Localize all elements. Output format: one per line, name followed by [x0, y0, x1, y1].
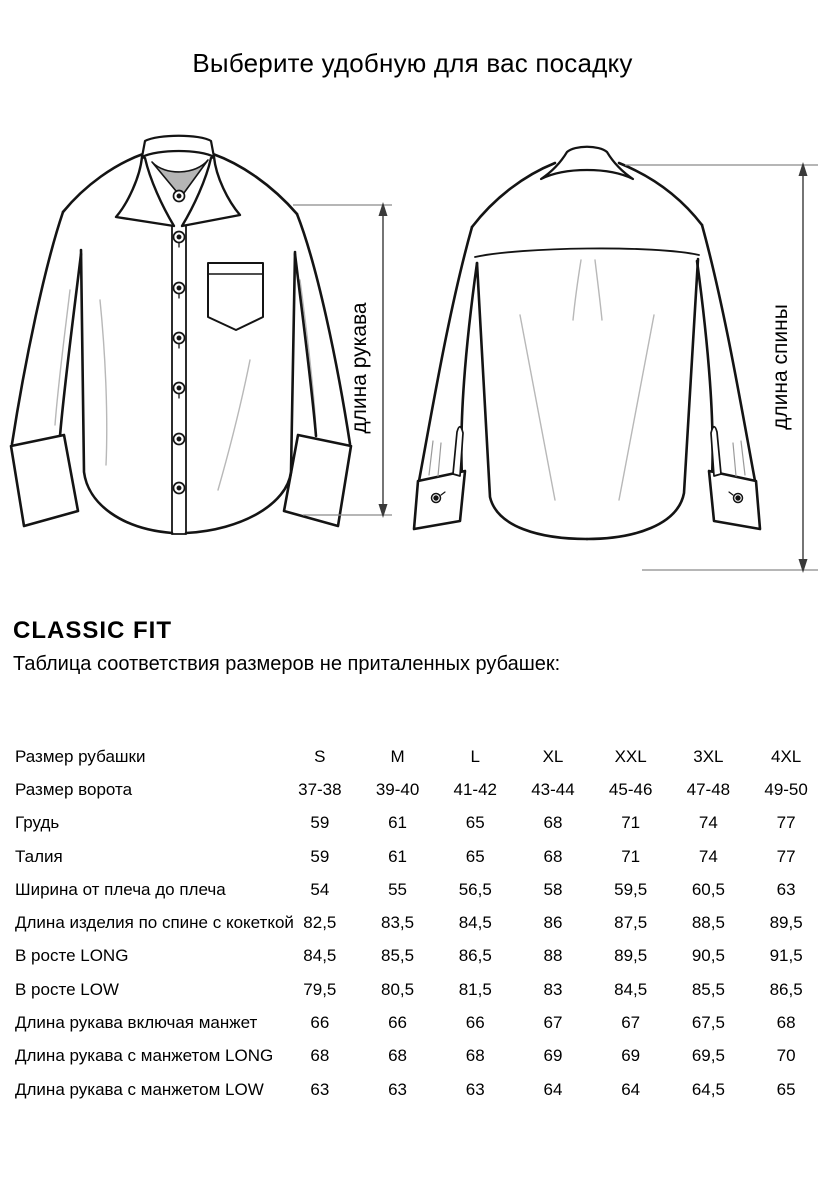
cell-value: 84,5	[458, 913, 492, 933]
fit-subtitle: Таблица соответствия размеров не приталенных рубашек:	[13, 653, 561, 675]
cell-value: 56,5	[458, 879, 492, 899]
cell-value: 71	[621, 846, 641, 866]
cell-value: 68	[543, 813, 563, 833]
cell-value: 84,5	[614, 979, 648, 999]
front-collar	[116, 136, 240, 226]
row-label: Длина рукава с манжетом LOW	[15, 1079, 264, 1099]
cell-value: 65	[465, 846, 485, 866]
cell-value: 59	[310, 813, 330, 833]
cell-value: 63	[776, 879, 796, 899]
cell-value: 68	[388, 1046, 408, 1066]
row-label: Размер ворота	[15, 779, 133, 799]
cell-value: S	[314, 746, 326, 766]
size-table-body	[15, 740, 825, 1106]
table-row	[15, 1040, 825, 1073]
cell-value: 88,5	[691, 913, 725, 933]
table-row	[15, 740, 825, 773]
table-row	[15, 1006, 825, 1039]
cell-value: 87,5	[614, 913, 648, 933]
cell-value: 4XL	[770, 746, 802, 766]
front-pocket	[208, 263, 263, 330]
cell-value: 66	[388, 1013, 408, 1033]
table-row	[15, 1073, 825, 1106]
front-buttons	[174, 191, 185, 494]
fit-heading: CLASSIC FIT	[13, 617, 172, 644]
shirt-back-drawing	[405, 135, 825, 585]
cell-value: 86	[543, 913, 563, 933]
cell-value: 85,5	[691, 979, 725, 999]
row-label: Ширина от плеча до плеча	[15, 879, 226, 899]
size-table	[15, 740, 825, 1106]
cell-value: 74	[698, 813, 718, 833]
cell-value: 85,5	[381, 946, 415, 966]
cell-value: 88	[543, 946, 563, 966]
cell-value: 83	[543, 979, 563, 999]
cell-value: 67	[621, 1013, 641, 1033]
cell-value: 69	[621, 1046, 641, 1066]
back-crease-lines	[520, 260, 654, 500]
cell-value: 65	[465, 813, 485, 833]
cell-value: 47-48	[686, 779, 731, 799]
table-row	[15, 906, 825, 939]
table-row	[15, 973, 825, 1006]
row-label: Размер рубашки	[15, 746, 146, 766]
cell-value: 66	[310, 1013, 330, 1033]
row-label: Длина рукава с манжетом LONG	[15, 1046, 274, 1066]
cell-value: 39-40	[375, 779, 420, 799]
cell-value: 67	[543, 1013, 563, 1033]
cell-value: 59,5	[614, 879, 648, 899]
cell-value: 68	[310, 1046, 330, 1066]
cell-value: 82,5	[303, 913, 337, 933]
cell-value: 58	[543, 879, 563, 899]
row-label: В росте LOW	[15, 979, 119, 999]
sleeve-length-label: длина рукава	[348, 302, 371, 434]
cell-value: 64,5	[691, 1079, 725, 1099]
cell-value: 61	[388, 813, 408, 833]
cell-value: XL	[542, 746, 564, 766]
cell-value: 77	[776, 813, 796, 833]
cell-value: 64	[621, 1079, 641, 1099]
table-row	[15, 773, 825, 806]
cell-value: 89,5	[769, 913, 803, 933]
cell-value: 54	[310, 879, 330, 899]
cell-value: 86,5	[458, 946, 492, 966]
shirt-front-drawing	[0, 130, 405, 562]
back-yoke-seam	[475, 248, 699, 257]
cell-value: L	[470, 746, 480, 766]
row-label: Длина рукава включая манжет	[15, 1013, 258, 1033]
cell-value: 83,5	[381, 913, 415, 933]
cell-value: 90,5	[691, 946, 725, 966]
cell-value: 77	[776, 846, 796, 866]
row-label: Длина изделия по спине с кокеткой	[15, 913, 294, 933]
cell-value: 63	[465, 1079, 485, 1099]
cell-value: 41-42	[453, 779, 497, 799]
table-row	[15, 873, 825, 906]
cell-value: 68	[543, 846, 563, 866]
cell-value: 63	[388, 1079, 408, 1099]
cell-value: 49-50	[764, 779, 808, 799]
cell-value: 68	[465, 1046, 485, 1066]
cell-value: 80,5	[381, 979, 415, 999]
cell-value: 70	[776, 1046, 796, 1066]
cell-value: XXL	[614, 746, 647, 766]
front-left-sleeve	[11, 212, 81, 526]
cell-value: 63	[310, 1079, 330, 1099]
back-left-shoulder	[472, 163, 555, 227]
back-body	[477, 259, 698, 539]
row-label: Талия	[15, 846, 63, 866]
cell-value: 43-44	[531, 779, 575, 799]
table-row	[15, 840, 825, 873]
cell-value: 60,5	[691, 879, 725, 899]
cell-value: 65	[776, 1079, 796, 1099]
row-label: Грудь	[15, 813, 60, 833]
cell-value: 59	[310, 846, 330, 866]
cell-value: 69,5	[691, 1046, 725, 1066]
back-right-sleeve	[697, 225, 760, 529]
back-length-label: длина спины	[769, 304, 792, 430]
cell-value: M	[390, 746, 405, 766]
cell-value: 84,5	[303, 946, 337, 966]
cell-value: 37-38	[298, 779, 342, 799]
cell-value: 89,5	[614, 946, 648, 966]
cell-value: 69	[543, 1046, 563, 1066]
cell-value: 55	[388, 879, 408, 899]
cell-value: 64	[543, 1079, 563, 1099]
cell-value: 67,5	[691, 1013, 725, 1033]
cell-value: 61	[388, 846, 408, 866]
back-left-sleeve	[414, 227, 477, 529]
cell-value: 74	[698, 846, 718, 866]
cell-value: 86,5	[769, 979, 803, 999]
cell-value: 71	[621, 813, 641, 833]
table-row	[15, 807, 825, 840]
cell-value: 68	[776, 1013, 796, 1033]
cell-value: 91,5	[769, 946, 803, 966]
row-label: В росте LONG	[15, 946, 129, 966]
cell-value: 66	[465, 1013, 485, 1033]
table-row	[15, 940, 825, 973]
cell-value: 3XL	[693, 746, 724, 766]
cell-value: 45-46	[608, 779, 653, 799]
cell-value: 79,5	[303, 979, 337, 999]
back-right-shoulder	[619, 163, 702, 225]
cell-value: 81,5	[458, 979, 492, 999]
page-title: Выберите удобную для вас посадку	[192, 48, 633, 78]
